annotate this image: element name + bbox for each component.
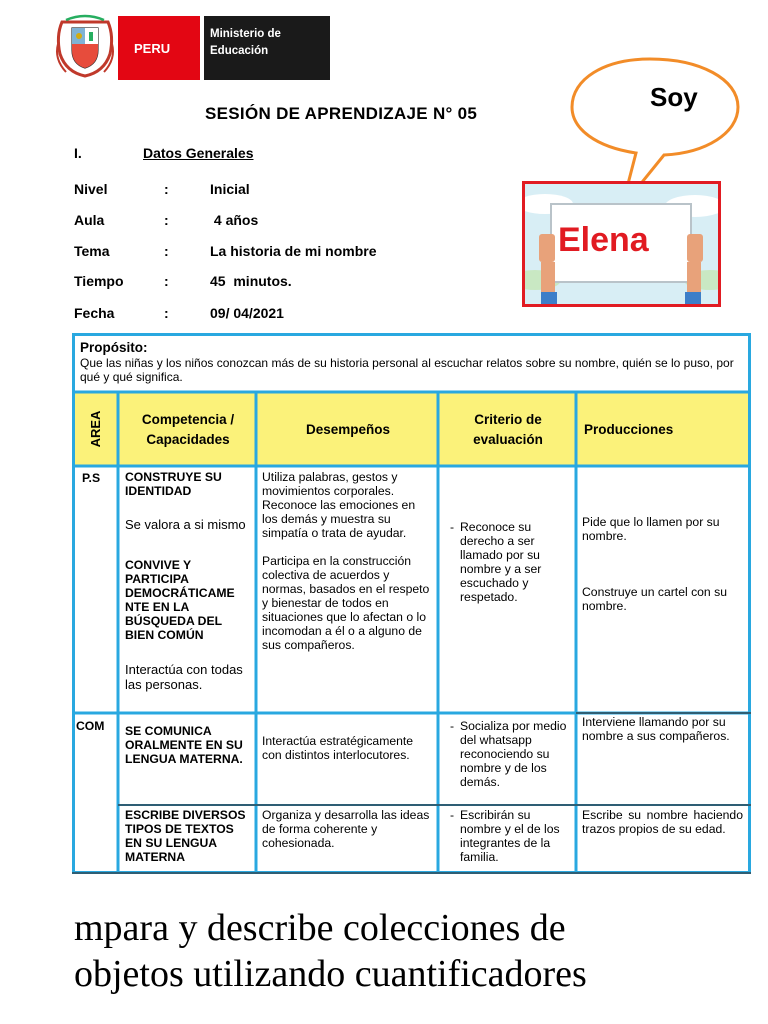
header-producciones: Producciones (584, 422, 674, 437)
coat-of-arms-icon (52, 14, 118, 80)
footer-line-2: objetos utilizando cuantificadores (74, 953, 587, 995)
com-comp-1: SE COMUNICA ORALMENTE EN SU LENGUA MATERNA. (125, 724, 243, 766)
header-area: AREA (88, 410, 103, 448)
footer-line-1: mpara y describe colecciones de (74, 907, 566, 949)
ps-desempenos (262, 470, 434, 710)
ps-cap-2: Interactúa con todas las personas. (125, 662, 243, 692)
ps-des-1: Utiliza palabras, gestos y movimientos corporales. Reconoce las emociones en los demás y muestra su simpatía o trata de ayudar. (262, 470, 416, 540)
header-competencia: Competencia / Capacidades (141, 412, 235, 447)
com-criterio-1 (444, 719, 574, 789)
com-prod-2: Escribe su nombre haciendo trazos propios de su edad. (582, 808, 743, 836)
ps-competencias (125, 470, 253, 710)
section-title: Datos Generales (143, 145, 254, 161)
logo-country: PERU (118, 16, 200, 80)
footer-text (74, 905, 587, 997)
ps-comp-2: CONVIVE Y PARTICIPA DEMOCRÁTICAME NTE EN LA BÚSQUEDA DEL BIEN COMÚN (125, 558, 235, 642)
com-criterio-2-item: - Escribirán su nombre y el de los integrantes de la familia. (444, 808, 574, 864)
section-number: I. (74, 145, 82, 161)
area-ps: P.S (82, 471, 101, 485)
ps-comp-1: CONSTRUYE SU IDENTIDAD (125, 470, 222, 498)
area-com: COM (76, 719, 105, 733)
page-title: SESIÓN DE APRENDIZAJE N° 05 (205, 104, 478, 123)
com-criterio-1-item: - Socializa por medio del whatsapp reconociendo su nombre y de los demás. (444, 719, 574, 789)
bubble-text: Soy (650, 82, 698, 112)
com-prod-1: Interviene llamando por su nombre a sus compañeros. (582, 715, 730, 743)
com-des-2: Organiza y desarrolla las ideas de forma coherente y cohesionada. (262, 808, 430, 850)
ps-criterio-item: - Reconoce su derecho a ser llamado por su nombre y a ser escuchado y respetado. (444, 520, 574, 604)
sign-name-text: Elena (558, 221, 649, 259)
ministry-logo (52, 14, 330, 80)
com-des-1: Interactúa estratégicamente con distintos interlocutores. (262, 734, 414, 762)
proposito (80, 339, 742, 391)
logo-ministry: Ministerio de Educación (204, 16, 330, 80)
session-table (72, 333, 751, 874)
ps-des-2: Participa en la construcción colectiva de acuerdos y normas, basados en el respeto y bienestar de todos en situaciones que lo afectan o lo incomodan a él o a alguno de sus compañeros. (262, 554, 430, 652)
com-comp-2: ESCRIBE DIVERSOS TIPOS DE TEXTOS EN SU LENGUA MATERNA (125, 808, 246, 864)
ps-criterio (444, 520, 574, 604)
ps-prod-2: Construye un cartel con su nombre. (582, 585, 727, 613)
ps-prod-1: Pide que lo llamen por su nombre. (582, 515, 720, 543)
header-desempenos: Desempeños (305, 422, 391, 437)
proposito-label: Propósito: (80, 340, 148, 355)
proposito-text: Que las niñas y los niños conozcan más de su historia personal al escuchar relatos sobre su nombre, quién se lo puso, por qué y qué significa. (80, 356, 734, 384)
ps-producciones (582, 515, 748, 613)
header-criterio: Criterio de evaluación (473, 412, 543, 447)
ps-cap-1: Se valora a si mismo (125, 517, 246, 532)
com-criterio-2 (444, 808, 574, 864)
